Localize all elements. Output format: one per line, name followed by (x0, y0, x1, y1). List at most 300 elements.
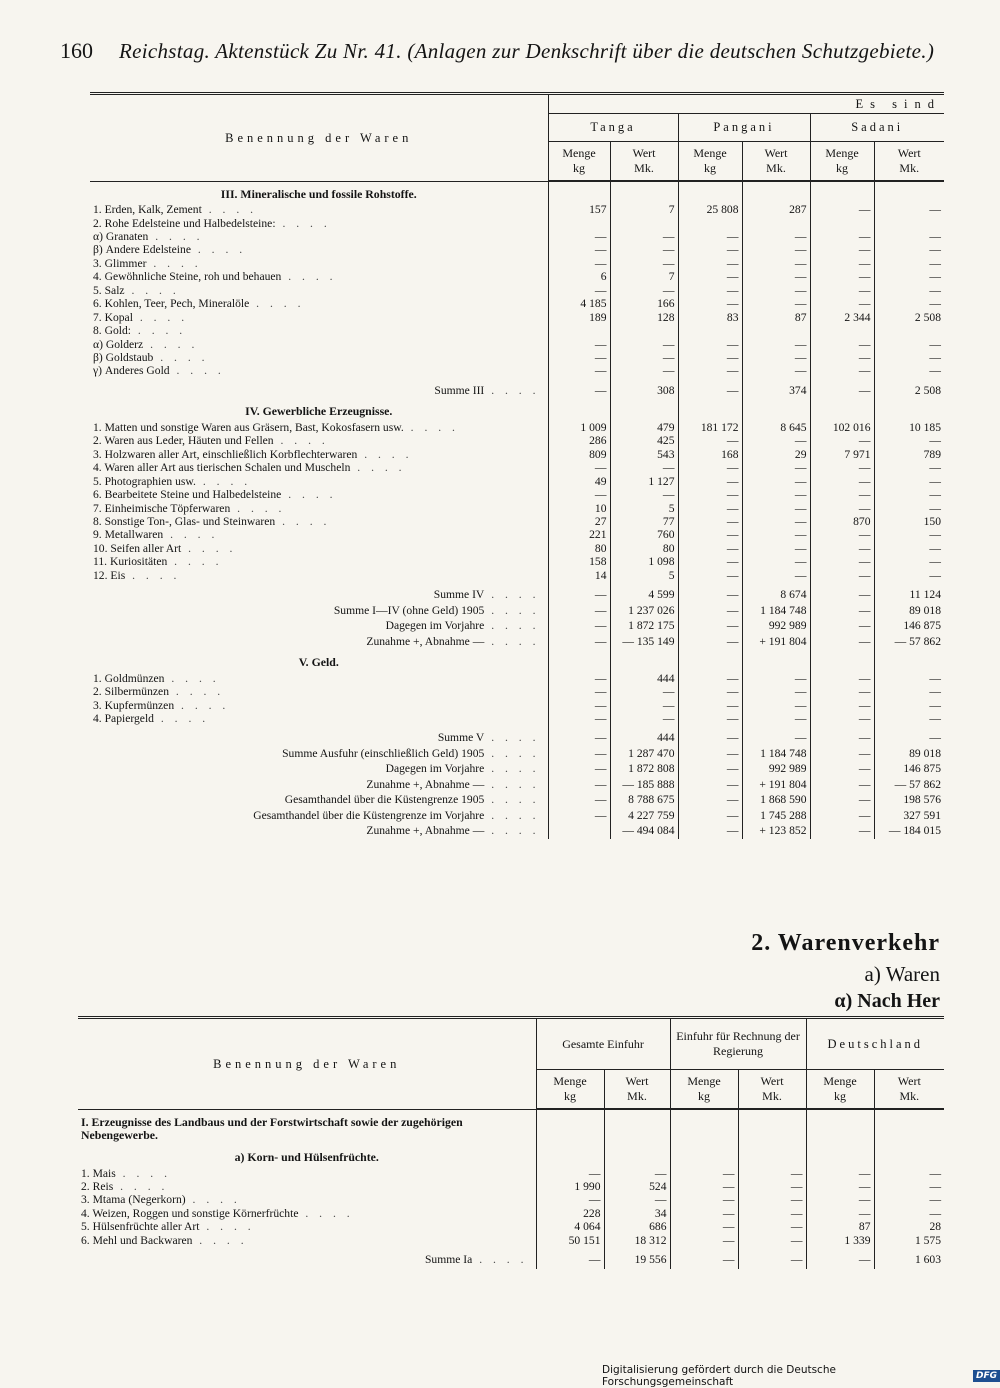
table-row (90, 672, 944, 685)
value-cell: — (742, 699, 810, 712)
value-cell: 1 745 288 (742, 809, 810, 824)
column-header-value (604, 1070, 670, 1110)
row-label: 2. Rohe Edelsteine und Halbedelsteine: (93, 216, 276, 230)
item-name (78, 1207, 536, 1220)
column-header-name: Benennung der Waren (78, 1018, 536, 1110)
value-cell: 1 575 (874, 1234, 944, 1247)
quantity-cell: — (548, 461, 610, 474)
row-label: 12. Eis (93, 568, 126, 582)
value-cell: 8 645 (742, 421, 810, 434)
value-cell: 34 (604, 1207, 670, 1220)
row-label: Dagegen im Vorjahre (385, 619, 485, 633)
column-unit: kg (704, 161, 716, 175)
value-cell: — (742, 502, 810, 515)
quantity-cell: 1 009 (548, 421, 610, 434)
page-header (60, 38, 935, 74)
value-cell (610, 217, 678, 230)
value-cell (610, 324, 678, 337)
quantity-cell: — (810, 475, 874, 488)
row-label: 1. Mais (81, 1166, 116, 1180)
leader-dots: . . . . (190, 243, 247, 257)
row-label: 2. Reis (81, 1179, 114, 1193)
column-unit: Mk. (899, 1089, 920, 1103)
value-cell: 146 875 (874, 619, 944, 634)
quantity-cell: — (678, 778, 742, 793)
value-cell: — (742, 338, 810, 351)
row-label: Zunahme +, Abnahme — (366, 634, 485, 648)
item-name (78, 1180, 536, 1193)
sum-label (90, 604, 548, 619)
sum-label (90, 778, 548, 793)
value-cell: — (604, 1193, 670, 1206)
row-label: V. Geld. (298, 654, 339, 669)
table-row (90, 448, 944, 461)
table-row (90, 284, 944, 297)
table-row (90, 421, 944, 434)
row-label: 5. Salz (93, 283, 125, 297)
row-label: 4. Gewöhnliche Steine, roh und behauen (93, 270, 282, 284)
value-cell: + 191 804 (742, 778, 810, 793)
table-row (90, 488, 944, 501)
group-header-germany: Deutschland (806, 1018, 944, 1070)
row-label: 6. Bearbeitete Steine und Halbedelsteine (93, 488, 282, 502)
sum-label (90, 725, 548, 746)
row-label: 3. Holzwaren aller Art, einschließlich Korbflechterwaren (93, 447, 358, 461)
row-label: 7. Kopal (93, 310, 133, 324)
value-cell (742, 324, 810, 337)
quantity-cell: — (810, 569, 874, 582)
value-cell: 198 576 (874, 793, 944, 808)
value-cell: 77 (610, 515, 678, 528)
column-label: Wert (897, 1074, 921, 1088)
value-cell: — (874, 297, 944, 310)
sum-label (90, 824, 548, 839)
column-header-quantity (810, 142, 874, 182)
value-cell: — (874, 712, 944, 725)
value-cell: — (742, 243, 810, 256)
leader-dots: . . . . (484, 619, 540, 633)
leader-dots: . . . . (350, 461, 406, 475)
subsubsection-heading: α) Nach Her (834, 990, 940, 1012)
table-row (78, 1207, 944, 1220)
quantity-cell: — (670, 1234, 738, 1247)
quantity-cell: — (810, 351, 874, 364)
quantity-cell: — (548, 619, 610, 634)
quantity-cell: — (548, 809, 610, 824)
value-cell: — (874, 672, 944, 685)
sum-row (78, 1247, 944, 1268)
sum-row (90, 747, 944, 762)
leader-dots: . . . . (167, 555, 223, 569)
subsection-heading: a) Waren (864, 962, 940, 986)
value-cell: 4 599 (610, 582, 678, 603)
item-name (90, 257, 548, 270)
value-cell (874, 399, 944, 421)
quantity-cell: — (810, 528, 874, 541)
quantity-cell: — (810, 809, 874, 824)
row-label: 2. Silbermünzen (93, 685, 169, 699)
table-row (90, 502, 944, 515)
quantity-cell: 80 (548, 542, 610, 555)
quantity-cell: — (548, 747, 610, 762)
leader-dots: . . . . (192, 1233, 248, 1247)
column-unit: kg (698, 1089, 711, 1103)
table-row (90, 569, 944, 582)
leader-dots: . . . . (164, 671, 220, 685)
leader-dots: . . . . (484, 808, 540, 822)
value-cell: 28 (874, 1220, 944, 1233)
quantity-cell: — (678, 725, 742, 746)
sum-row (90, 809, 944, 824)
section-row (90, 650, 944, 672)
column-label: Wert (897, 146, 921, 160)
leader-dots: . . . . (115, 1166, 171, 1180)
row-label: 3. Mtama (Negerkorn) (81, 1193, 186, 1207)
item-name (90, 569, 548, 582)
table-row (90, 434, 944, 447)
column-unit: Mk. (766, 161, 786, 175)
value-cell: — (874, 203, 944, 216)
value-cell: — (742, 488, 810, 501)
quantity-cell: 181 172 (678, 421, 742, 434)
quantity-cell: — (670, 1207, 738, 1220)
group-header-government-import: Einfuhr für Rechnung der Regierung (670, 1018, 806, 1070)
item-name (90, 712, 548, 725)
value-cell: 1 127 (610, 475, 678, 488)
quantity-cell (548, 824, 610, 839)
value-cell: — (874, 1193, 944, 1206)
item-name (90, 338, 548, 351)
row-label: Gesamthandel über die Küstengrenze 1905 (284, 793, 485, 807)
quantity-cell (810, 324, 874, 337)
value-cell: 1 184 748 (742, 747, 810, 762)
import-table-body (78, 1109, 944, 1269)
value-cell (610, 181, 678, 203)
quantity-cell: — (678, 555, 742, 568)
quantity-cell: — (810, 284, 874, 297)
table-row (90, 528, 944, 541)
item-name (90, 311, 548, 324)
quantity-cell: — (548, 762, 610, 777)
value-cell: + 123 852 (742, 824, 810, 839)
quantity-cell: — (810, 502, 874, 515)
table-row (90, 297, 944, 310)
export-table (90, 92, 944, 839)
column-unit: kg (836, 161, 848, 175)
quantity-cell: — (678, 762, 742, 777)
leader-dots: . . . . (484, 603, 540, 617)
quantity-cell: — (810, 712, 874, 725)
row-label: 4. Waren aller Art aus tierischen Schalen und Muscheln (93, 461, 351, 475)
row-label: Summe Ausfuhr (einschließlich Geld) 1905 (282, 746, 485, 760)
quantity-cell: — (678, 284, 742, 297)
quantity-cell: — (810, 243, 874, 256)
quantity-cell: — (548, 685, 610, 698)
value-cell: 425 (610, 434, 678, 447)
table-row (90, 515, 944, 528)
quantity-cell: — (810, 297, 874, 310)
value-cell: — (742, 257, 810, 270)
table-row (90, 217, 944, 230)
quantity-cell: — (670, 1247, 738, 1268)
leader-dots: . . . . (484, 731, 540, 745)
item-name (90, 448, 548, 461)
value-cell: — (874, 230, 944, 243)
dfg-logo: DFG (973, 1370, 1000, 1382)
quantity-cell: 83 (678, 311, 742, 324)
quantity-cell: — (678, 542, 742, 555)
leader-dots: . . . . (484, 383, 540, 397)
leader-dots: . . . . (249, 297, 305, 311)
leader-dots: . . . . (124, 283, 180, 297)
leader-dots: . . . . (132, 310, 189, 324)
value-cell: 7 (610, 203, 678, 216)
item-name (78, 1220, 536, 1233)
value-cell: — (742, 725, 810, 746)
row-label: 4. Papiergeld (93, 711, 154, 725)
table-row (90, 243, 944, 256)
column-header-quantity (536, 1070, 604, 1110)
quantity-cell: — (548, 243, 610, 256)
value-cell: — (742, 542, 810, 555)
value-cell: — (610, 488, 678, 501)
quantity-cell: — (548, 351, 610, 364)
leader-dots: . . . . (484, 793, 540, 807)
item-name (90, 364, 548, 377)
column-label: Wert (764, 146, 788, 160)
quantity-cell: — (678, 351, 742, 364)
value-cell: 1 098 (610, 555, 678, 568)
leader-dots: . . . . (148, 230, 204, 244)
item-name (90, 699, 548, 712)
value-cell: 18 312 (604, 1234, 670, 1247)
value-cell: — 135 149 (610, 635, 678, 650)
quantity-cell: — (678, 502, 742, 515)
leader-dots: . . . . (169, 364, 225, 378)
quantity-cell: 4 064 (536, 1220, 604, 1233)
quantity-cell: 10 (548, 502, 610, 515)
value-cell: 444 (610, 725, 678, 746)
column-header-value (610, 142, 678, 182)
row-label: 7. Einheimische Töpferwaren (93, 501, 231, 515)
quantity-cell (810, 650, 874, 672)
item-name (90, 685, 548, 698)
section-title (90, 650, 548, 672)
row-label: Zunahme +, Abnahme — (366, 777, 485, 791)
quantity-cell: — (548, 284, 610, 297)
column-label: Menge (562, 146, 596, 160)
value-cell: 150 (874, 515, 944, 528)
quantity-cell: — (548, 725, 610, 746)
section-title (90, 399, 548, 421)
quantity-cell: — (678, 809, 742, 824)
quantity-cell: 228 (536, 1207, 604, 1220)
value-cell: — (742, 528, 810, 541)
sum-label (90, 809, 548, 824)
item-name (90, 270, 548, 283)
quantity-cell: — (810, 699, 874, 712)
sum-label (90, 762, 548, 777)
sum-row (90, 824, 944, 839)
quantity-cell: 1 339 (806, 1234, 874, 1247)
row-label: 1. Erden, Kalk, Zement (93, 203, 202, 217)
column-header-quantity (678, 142, 742, 182)
value-cell: 8 788 675 (610, 793, 678, 808)
row-label: 1. Matten und sonstige Waren aus Gräsern, Bast, Kokosfasern usw. (93, 420, 404, 434)
column-header-name: Benennung der Waren (90, 94, 548, 182)
quantity-cell: — (810, 582, 874, 603)
quantity-cell: — (810, 257, 874, 270)
quantity-cell: — (810, 542, 874, 555)
sum-row (90, 725, 944, 746)
leader-dots: . . . . (185, 1193, 241, 1207)
column-header-value (742, 142, 810, 182)
quantity-cell (810, 399, 874, 421)
quantity-cell: — (810, 434, 874, 447)
value-cell: — (874, 284, 944, 297)
item-name (90, 528, 548, 541)
value-cell: — 57 862 (874, 635, 944, 650)
sum-row (90, 378, 944, 399)
quantity-cell: — (548, 488, 610, 501)
value-cell: 7 (610, 270, 678, 283)
value-cell: — (610, 699, 678, 712)
quantity-cell: — (670, 1180, 738, 1193)
value-cell: 5 (610, 569, 678, 582)
quantity-cell (536, 1109, 604, 1145)
value-cell: 5 (610, 502, 678, 515)
item-name (90, 672, 548, 685)
quantity-cell: — (536, 1247, 604, 1268)
value-cell: — 185 888 (610, 778, 678, 793)
column-label: Menge (693, 146, 727, 160)
row-label: 3. Glimmer (93, 256, 147, 270)
table-row (90, 203, 944, 216)
quantity-cell (548, 650, 610, 672)
value-cell: 686 (604, 1220, 670, 1233)
row-label: I. Erzeugnisse des Landbaus und der Forstwirtschaft sowie der zugehörigen Nebengewerbe. (81, 1114, 463, 1143)
export-table-body (90, 181, 944, 839)
sum-label (90, 378, 548, 399)
item-name (78, 1167, 536, 1180)
quantity-cell: — (548, 778, 610, 793)
quantity-cell: 221 (548, 528, 610, 541)
column-unit: kg (834, 1089, 847, 1103)
region-header-pangani: Pangani (678, 114, 810, 142)
item-name (90, 284, 548, 297)
sum-row (90, 793, 944, 808)
sum-row (90, 778, 944, 793)
quantity-cell: — (670, 1167, 738, 1180)
value-cell (738, 1109, 806, 1145)
value-cell: 1 287 470 (610, 747, 678, 762)
quantity-cell: 286 (548, 434, 610, 447)
value-cell: — (874, 699, 944, 712)
value-cell: — (874, 338, 944, 351)
sum-label (90, 747, 548, 762)
value-cell: — (874, 270, 944, 283)
sum-row (90, 582, 944, 603)
value-cell (610, 650, 678, 672)
quantity-cell: — (678, 699, 742, 712)
column-unit: Mk. (762, 1089, 782, 1103)
row-label: Zunahme +, Abnahme — (366, 824, 485, 838)
value-cell (874, 1145, 944, 1167)
quantity-cell: — (806, 1167, 874, 1180)
quantity-cell: — (536, 1167, 604, 1180)
leader-dots: . . . . (146, 256, 202, 270)
value-cell: 128 (610, 311, 678, 324)
leader-dots: . . . . (357, 447, 413, 461)
leader-dots: . . . . (230, 501, 286, 515)
value-cell: — (742, 672, 810, 685)
item-name (78, 1193, 536, 1206)
leader-dots: . . . . (484, 824, 540, 838)
item-name (90, 488, 548, 501)
quantity-cell (678, 650, 742, 672)
quantity-cell: — (810, 203, 874, 216)
column-unit: Mk. (627, 1089, 647, 1103)
row-label: 11. Kuriositäten (93, 555, 168, 569)
quantity-cell: — (548, 257, 610, 270)
value-cell: — (874, 475, 944, 488)
leader-dots: . . . . (125, 568, 181, 582)
quantity-cell: — (678, 582, 742, 603)
value-cell (742, 399, 810, 421)
row-label: 8. Gold: (93, 324, 132, 338)
import-table (78, 1016, 944, 1269)
value-cell: + 191 804 (742, 635, 810, 650)
quantity-cell: — (548, 378, 610, 399)
quantity-cell: — (810, 747, 874, 762)
row-label: 4. Weizen, Roggen und sonstige Körnerfrüchte (81, 1206, 299, 1220)
row-label: a) Korn- und Hülsenfrüchte. (234, 1149, 379, 1164)
table-row (90, 475, 944, 488)
quantity-cell: 168 (678, 448, 742, 461)
table-row (78, 1193, 944, 1206)
value-cell: — (738, 1207, 806, 1220)
column-unit: Mk. (899, 161, 920, 175)
value-cell: — (874, 257, 944, 270)
column-header-quantity (670, 1070, 738, 1110)
row-label: Summe III (434, 383, 485, 397)
quantity-cell (810, 181, 874, 203)
quantity-cell (670, 1145, 738, 1167)
quantity-cell (806, 1145, 874, 1167)
value-cell: 374 (742, 378, 810, 399)
value-cell: — (874, 569, 944, 582)
value-cell (742, 181, 810, 203)
leader-dots: . . . . (298, 1206, 354, 1220)
quantity-cell (678, 399, 742, 421)
leader-dots: . . . . (472, 1253, 528, 1267)
quantity-cell: — (678, 297, 742, 310)
value-cell: — (742, 461, 810, 474)
sum-row (90, 762, 944, 777)
value-cell: 2 508 (874, 378, 944, 399)
value-cell (874, 181, 944, 203)
value-cell: 80 (610, 542, 678, 555)
quantity-cell (548, 399, 610, 421)
value-cell: 166 (610, 297, 678, 310)
value-cell: 4 227 759 (610, 809, 678, 824)
leader-dots: . . . . (484, 634, 540, 648)
quantity-cell: 809 (548, 448, 610, 461)
value-cell: — (742, 434, 810, 447)
row-label: 1. Goldmünzen (93, 671, 165, 685)
quantity-cell: — (810, 555, 874, 568)
item-name (90, 217, 548, 230)
